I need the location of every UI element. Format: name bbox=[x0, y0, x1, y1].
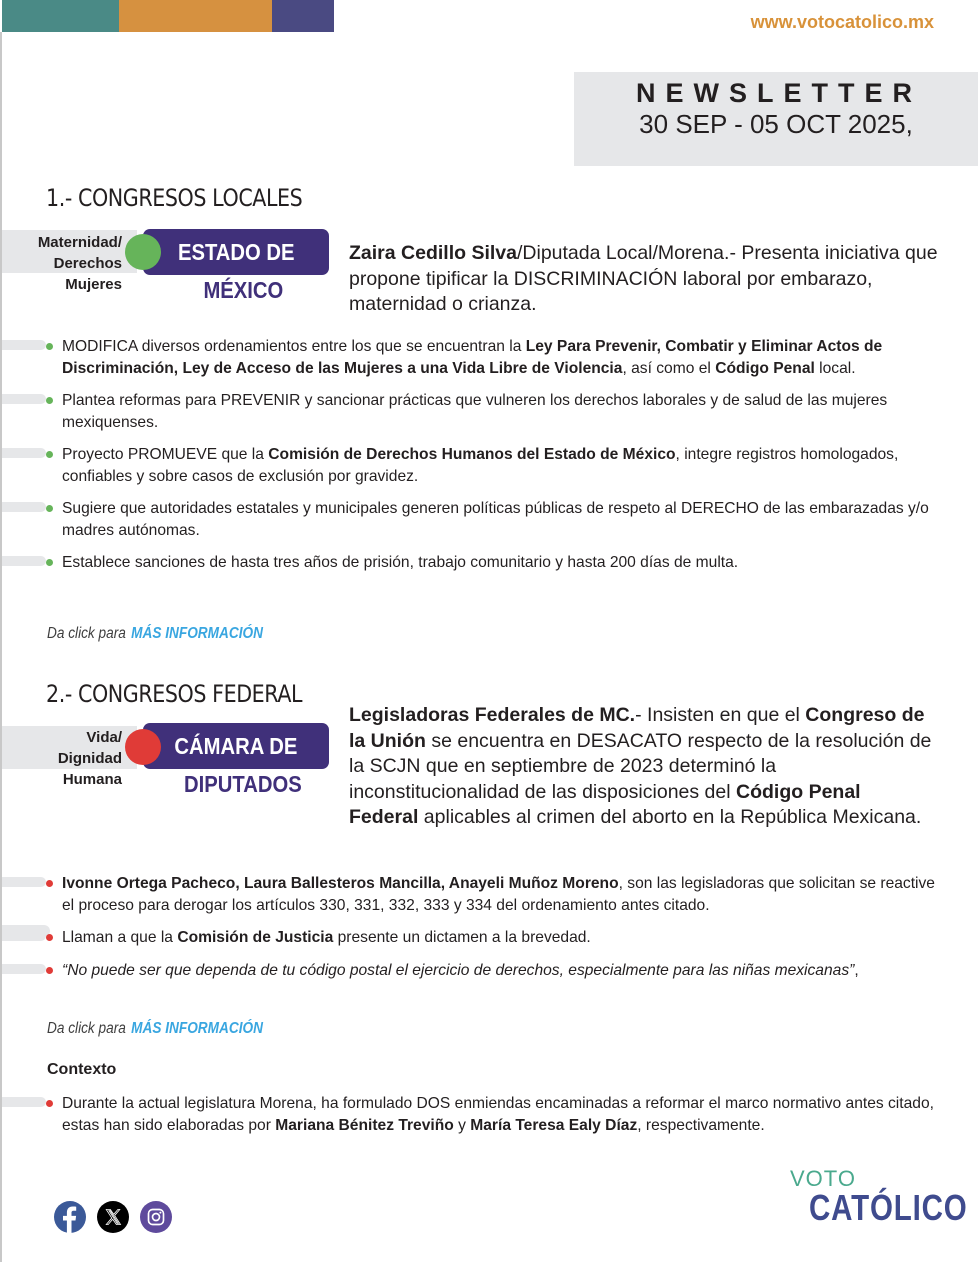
text: aplicables al crimen del aborto en la República Mexicana. bbox=[418, 806, 922, 828]
instagram-icon[interactable] bbox=[140, 1201, 172, 1233]
site-url-link[interactable]: www.votocatolico.mx bbox=[750, 12, 934, 32]
bullet-dot-icon bbox=[46, 967, 53, 974]
facebook-icon[interactable] bbox=[54, 1201, 86, 1233]
color-bar-orange bbox=[119, 0, 272, 32]
text: presente un dictamen a la brevedad. bbox=[333, 929, 591, 946]
more-info-row-1 bbox=[47, 625, 263, 643]
bullet-dot-icon bbox=[46, 451, 53, 458]
bullet-item bbox=[0, 444, 978, 487]
bold-text: Ley Para Prevenir, Combatir y Eliminar Actos de Discriminación, Ley de Acceso de las Mujeres a una Vida Libre de Violencia bbox=[62, 338, 883, 377]
entity-subtitle-text: MÉXICO bbox=[203, 277, 283, 303]
bullet-bar bbox=[2, 502, 46, 512]
topic-label-line: Dignidad bbox=[57, 750, 122, 767]
bold-text: Legisladoras Federales de MC. bbox=[349, 704, 636, 726]
topic-label-line: Mujeres bbox=[65, 276, 122, 293]
bold-text: Ivonne Ortega Pacheco, Laura Ballesteros Mancilla, Anayeli Muñoz Moreno bbox=[62, 875, 619, 892]
section-title-locales: 1.- CONGRESOS LOCALES bbox=[46, 184, 303, 212]
bullet-dot-icon bbox=[46, 880, 53, 887]
section-title-federal: 2.- CONGRESOS FEDERAL bbox=[46, 680, 303, 708]
bullet-dot-icon bbox=[46, 559, 53, 566]
newsletter-title: NEWSLETTER bbox=[636, 78, 922, 108]
color-bar-purple bbox=[272, 0, 334, 32]
entity-pill-text: CÁMARA DE bbox=[174, 733, 298, 759]
bullet-list-locales bbox=[0, 336, 978, 585]
text: , son las legisladoras que solicitan se reactive el proceso para derogar los artículos 330, 331, 332, 333 y 334 del ordenamiento antes citado. bbox=[62, 875, 935, 914]
more-info-prefix: Da click para bbox=[47, 625, 126, 642]
bullet-text bbox=[62, 873, 938, 916]
bullet-bar bbox=[2, 931, 46, 941]
newsletter-date: 30 SEP - 05 OCT 2025, bbox=[639, 109, 913, 139]
logo-catolico: CATÓLICO bbox=[809, 1187, 968, 1228]
lead-text: /Diputada Local/Morena.- Presenta iniciativa que propone tipificar la DISCRIMINACIÓN laboral por embarazo, maternidad o crianza. bbox=[349, 242, 938, 315]
bullet-text bbox=[62, 927, 938, 949]
topic-label-line: Derechos bbox=[53, 255, 122, 272]
bold-text: Comisión de Derechos Humanos del Estado de México bbox=[268, 446, 676, 463]
more-info-prefix: Da click para bbox=[47, 1020, 126, 1037]
more-info-link[interactable]: MÁS INFORMACIÓN bbox=[131, 1020, 263, 1037]
topic-label-line: Humana bbox=[62, 771, 122, 788]
text: Proyecto PROMUEVE que la bbox=[62, 446, 269, 463]
bold-text: Mariana Bénitez Treviño bbox=[275, 1116, 454, 1134]
entity-pill-text: ESTADO DE bbox=[177, 239, 295, 265]
bullet-dot-icon bbox=[46, 934, 53, 941]
bullet-bar bbox=[2, 448, 46, 458]
bullet-text bbox=[62, 960, 938, 982]
topic-dot-red-icon bbox=[125, 729, 161, 765]
color-bar-teal bbox=[2, 0, 119, 32]
bullet-text bbox=[62, 336, 938, 379]
text: Plantea reformas para PREVENIR y sancionar prácticas que vulneren los derechos laborales y de salud de las mujeres mexiquenses. bbox=[62, 392, 888, 431]
bold-text: Código Penal Federal bbox=[349, 780, 861, 828]
text: , respectivamente. bbox=[637, 1116, 765, 1134]
bullet-dot-icon bbox=[46, 397, 53, 404]
bullet-item bbox=[0, 927, 978, 949]
bullet-dot-icon bbox=[46, 505, 53, 512]
lead-paragraph-1 bbox=[349, 241, 944, 318]
text: Sugiere que autoridades estatales y municipales generen políticas públicas de respeto al DERECHO de las embarazadas y/o madres autónomas. bbox=[62, 500, 929, 539]
lead-name: Zaira Cedillo Silva bbox=[349, 242, 517, 264]
entity-pill-estado bbox=[143, 229, 329, 275]
bullet-item bbox=[0, 960, 978, 982]
bullet-item bbox=[0, 552, 978, 574]
bullet-list-federal bbox=[0, 873, 978, 992]
bullet-item bbox=[0, 498, 978, 541]
entity-subtitle-text: DIPUTADOS bbox=[184, 771, 302, 797]
bullet-dot-icon bbox=[46, 343, 53, 350]
bullet-text bbox=[62, 1093, 938, 1136]
text: Establece sanciones de hasta tres años de prisión, trabajo comunitario y hasta 200 días de multa. bbox=[62, 554, 739, 571]
bullet-bar bbox=[2, 340, 46, 350]
bullet-text bbox=[62, 390, 938, 433]
social-icons bbox=[54, 1201, 172, 1233]
bullet-item bbox=[0, 336, 978, 379]
entity-subtitle-mexico bbox=[143, 277, 343, 304]
context-bullet-list bbox=[0, 1093, 978, 1147]
bullet-bar bbox=[2, 394, 46, 404]
entity-subtitle-diputados bbox=[143, 771, 343, 798]
lead-paragraph-2 bbox=[349, 703, 934, 831]
more-info-row-2 bbox=[47, 1020, 263, 1038]
topic-label-line: Vida/ bbox=[86, 729, 122, 746]
text: Durante la actual legislatura Morena, ha formulado DOS enmiendas encaminadas a reformar el marco normativo antes citado, estas han sido elaboradas por bbox=[62, 1095, 934, 1134]
topic-label-maternidad bbox=[2, 232, 122, 295]
topic-label-line: Maternidad/ bbox=[37, 234, 122, 251]
entity-pill-camara bbox=[143, 723, 329, 769]
text: local. bbox=[814, 359, 856, 377]
more-info-link[interactable]: MÁS INFORMACIÓN bbox=[131, 625, 263, 642]
x-twitter-icon[interactable] bbox=[97, 1201, 129, 1233]
voto-catolico-logo bbox=[790, 1168, 978, 1226]
bold-text: Comisión de Justicia bbox=[177, 929, 334, 946]
bullet-dot-icon bbox=[46, 1100, 53, 1107]
text: , bbox=[854, 961, 859, 979]
text: y bbox=[453, 1116, 471, 1134]
topic-label-vida bbox=[2, 727, 122, 790]
bullet-text bbox=[62, 552, 938, 574]
bullet-text bbox=[62, 444, 938, 487]
text: , así como el bbox=[622, 359, 716, 377]
bold-text: Código Penal bbox=[715, 359, 815, 377]
bold-text: María Teresa Ealy Díaz bbox=[470, 1116, 638, 1134]
bullet-bar bbox=[2, 877, 46, 887]
text: MODIFICA diversos ordenamientos entre los que se encuentran la bbox=[62, 338, 526, 355]
bullet-text bbox=[62, 498, 938, 541]
context-heading: Contexto bbox=[47, 1061, 117, 1078]
text: - Insisten en que el bbox=[635, 704, 806, 726]
bullet-bar bbox=[2, 556, 46, 566]
bullet-bar bbox=[2, 964, 46, 974]
bullet-item bbox=[0, 873, 978, 916]
topic-dot-green-icon bbox=[125, 234, 161, 270]
quote-text: “No puede ser que dependa de tu código postal el ejercicio de derechos, especialmente para las niñas mexicanas” bbox=[62, 961, 855, 979]
logo-voto: VOTO bbox=[790, 1166, 856, 1191]
bullet-item bbox=[0, 1093, 978, 1136]
bullet-bar bbox=[2, 1097, 46, 1107]
left-margin-rule bbox=[0, 32, 2, 1262]
bold-text: Congreso de la Unión bbox=[349, 704, 925, 752]
header-color-bars bbox=[2, 0, 334, 32]
bullet-item bbox=[0, 390, 978, 433]
newsletter-header-box bbox=[574, 72, 978, 166]
text: , integre registros homologados, confiables y sobre casos de exclusión por gravidez. bbox=[62, 446, 899, 485]
text: se encuentra en DESACATO respecto de la resolución de la SCJN que en septiembre de 2023 determinó la inconstitucionalidad de las disposiciones del bbox=[349, 729, 932, 803]
text: Llaman a que la bbox=[62, 929, 178, 946]
